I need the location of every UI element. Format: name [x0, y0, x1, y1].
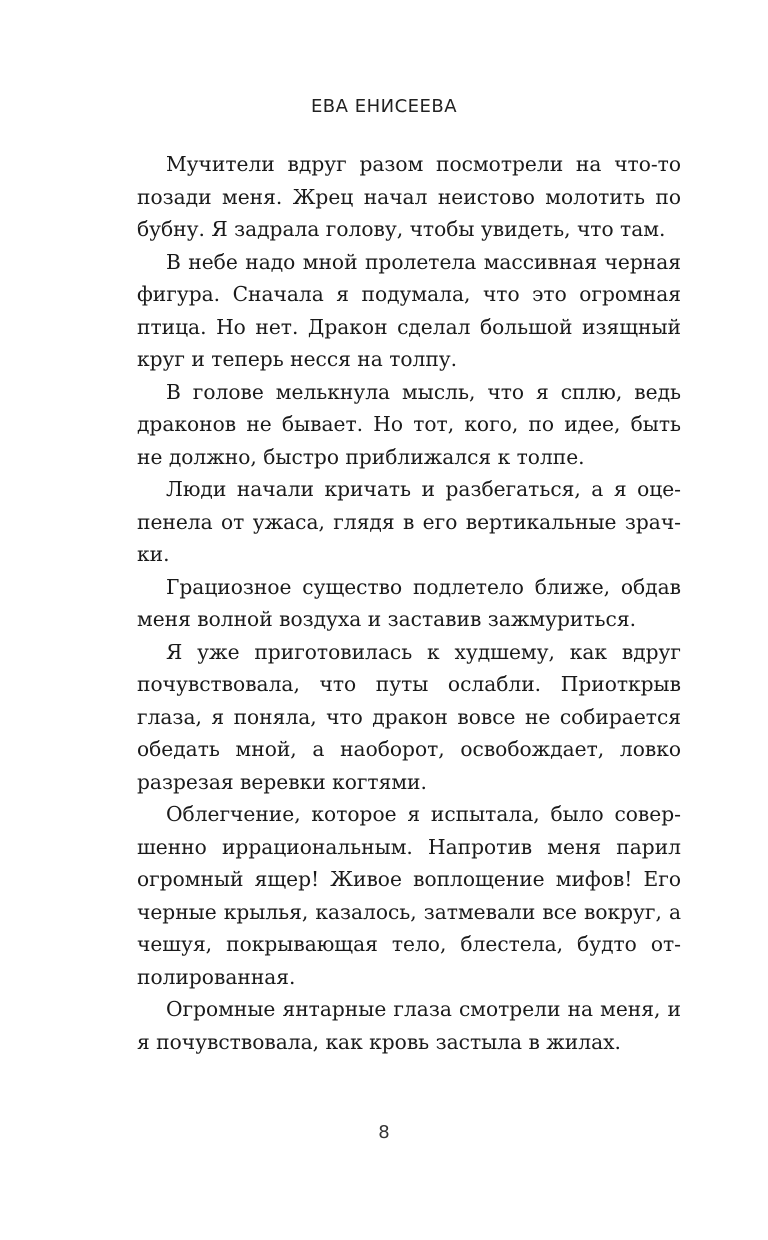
paragraph: Грациозное существо подлетело ближе, обдав меня волной воздуха и заставив зажмуриться. [137, 574, 681, 631]
paragraph: Огромные янтарные глаза смотрели на меня, и я почувствовала, как кровь застыла в жилах. [137, 997, 681, 1054]
paragraph: Люди начали кричать и разбегаться, а я оцепенела от ужаса, глядя в его вертикальные зрачки. [137, 477, 681, 566]
paragraph: Облегчение, которое я испытала, было совершенно иррациональным. Напротив меня парил огромный ящер! Живое воплощение мифов! Его черные крылья, казалось, затмевали все вокруг, а чешуя, покрывающая тело, блестела, будто отполированная. [137, 802, 681, 989]
paragraph: Я уже приготовилась к худшему, как вдруг почувствовала, что путы ослабли. Приоткрыв глаза, я поняла, что дракон вовсе не собирается обедать мной, а наоборот, освобождает, ловко разрезая веревки когтями. [137, 639, 681, 794]
paragraph: В небе надо мной пролетела массивная черная фигура. Сначала я подумала, что это огромная птица. Но нет. Дракон сделал большой изящный круг и теперь несся на толпу. [137, 249, 681, 371]
running-head-author: ЕВА ЕНИСЕЕВА [310, 96, 458, 117]
paragraph: В голове мелькнула мысль, что я сплю, ведь драконов не бывает. Но тот, кого, по идее, быть не должно, быстро приближался к толпе. [137, 379, 681, 469]
body-text [137, 148, 681, 1058]
paragraph: Мучители вдруг разом посмотрели на что-то позади меня. Жрец начал неистово молотить по бубну. Я задрала голову, чтобы увидеть, что там. [137, 152, 681, 241]
page-number: 8 [378, 1122, 390, 1143]
